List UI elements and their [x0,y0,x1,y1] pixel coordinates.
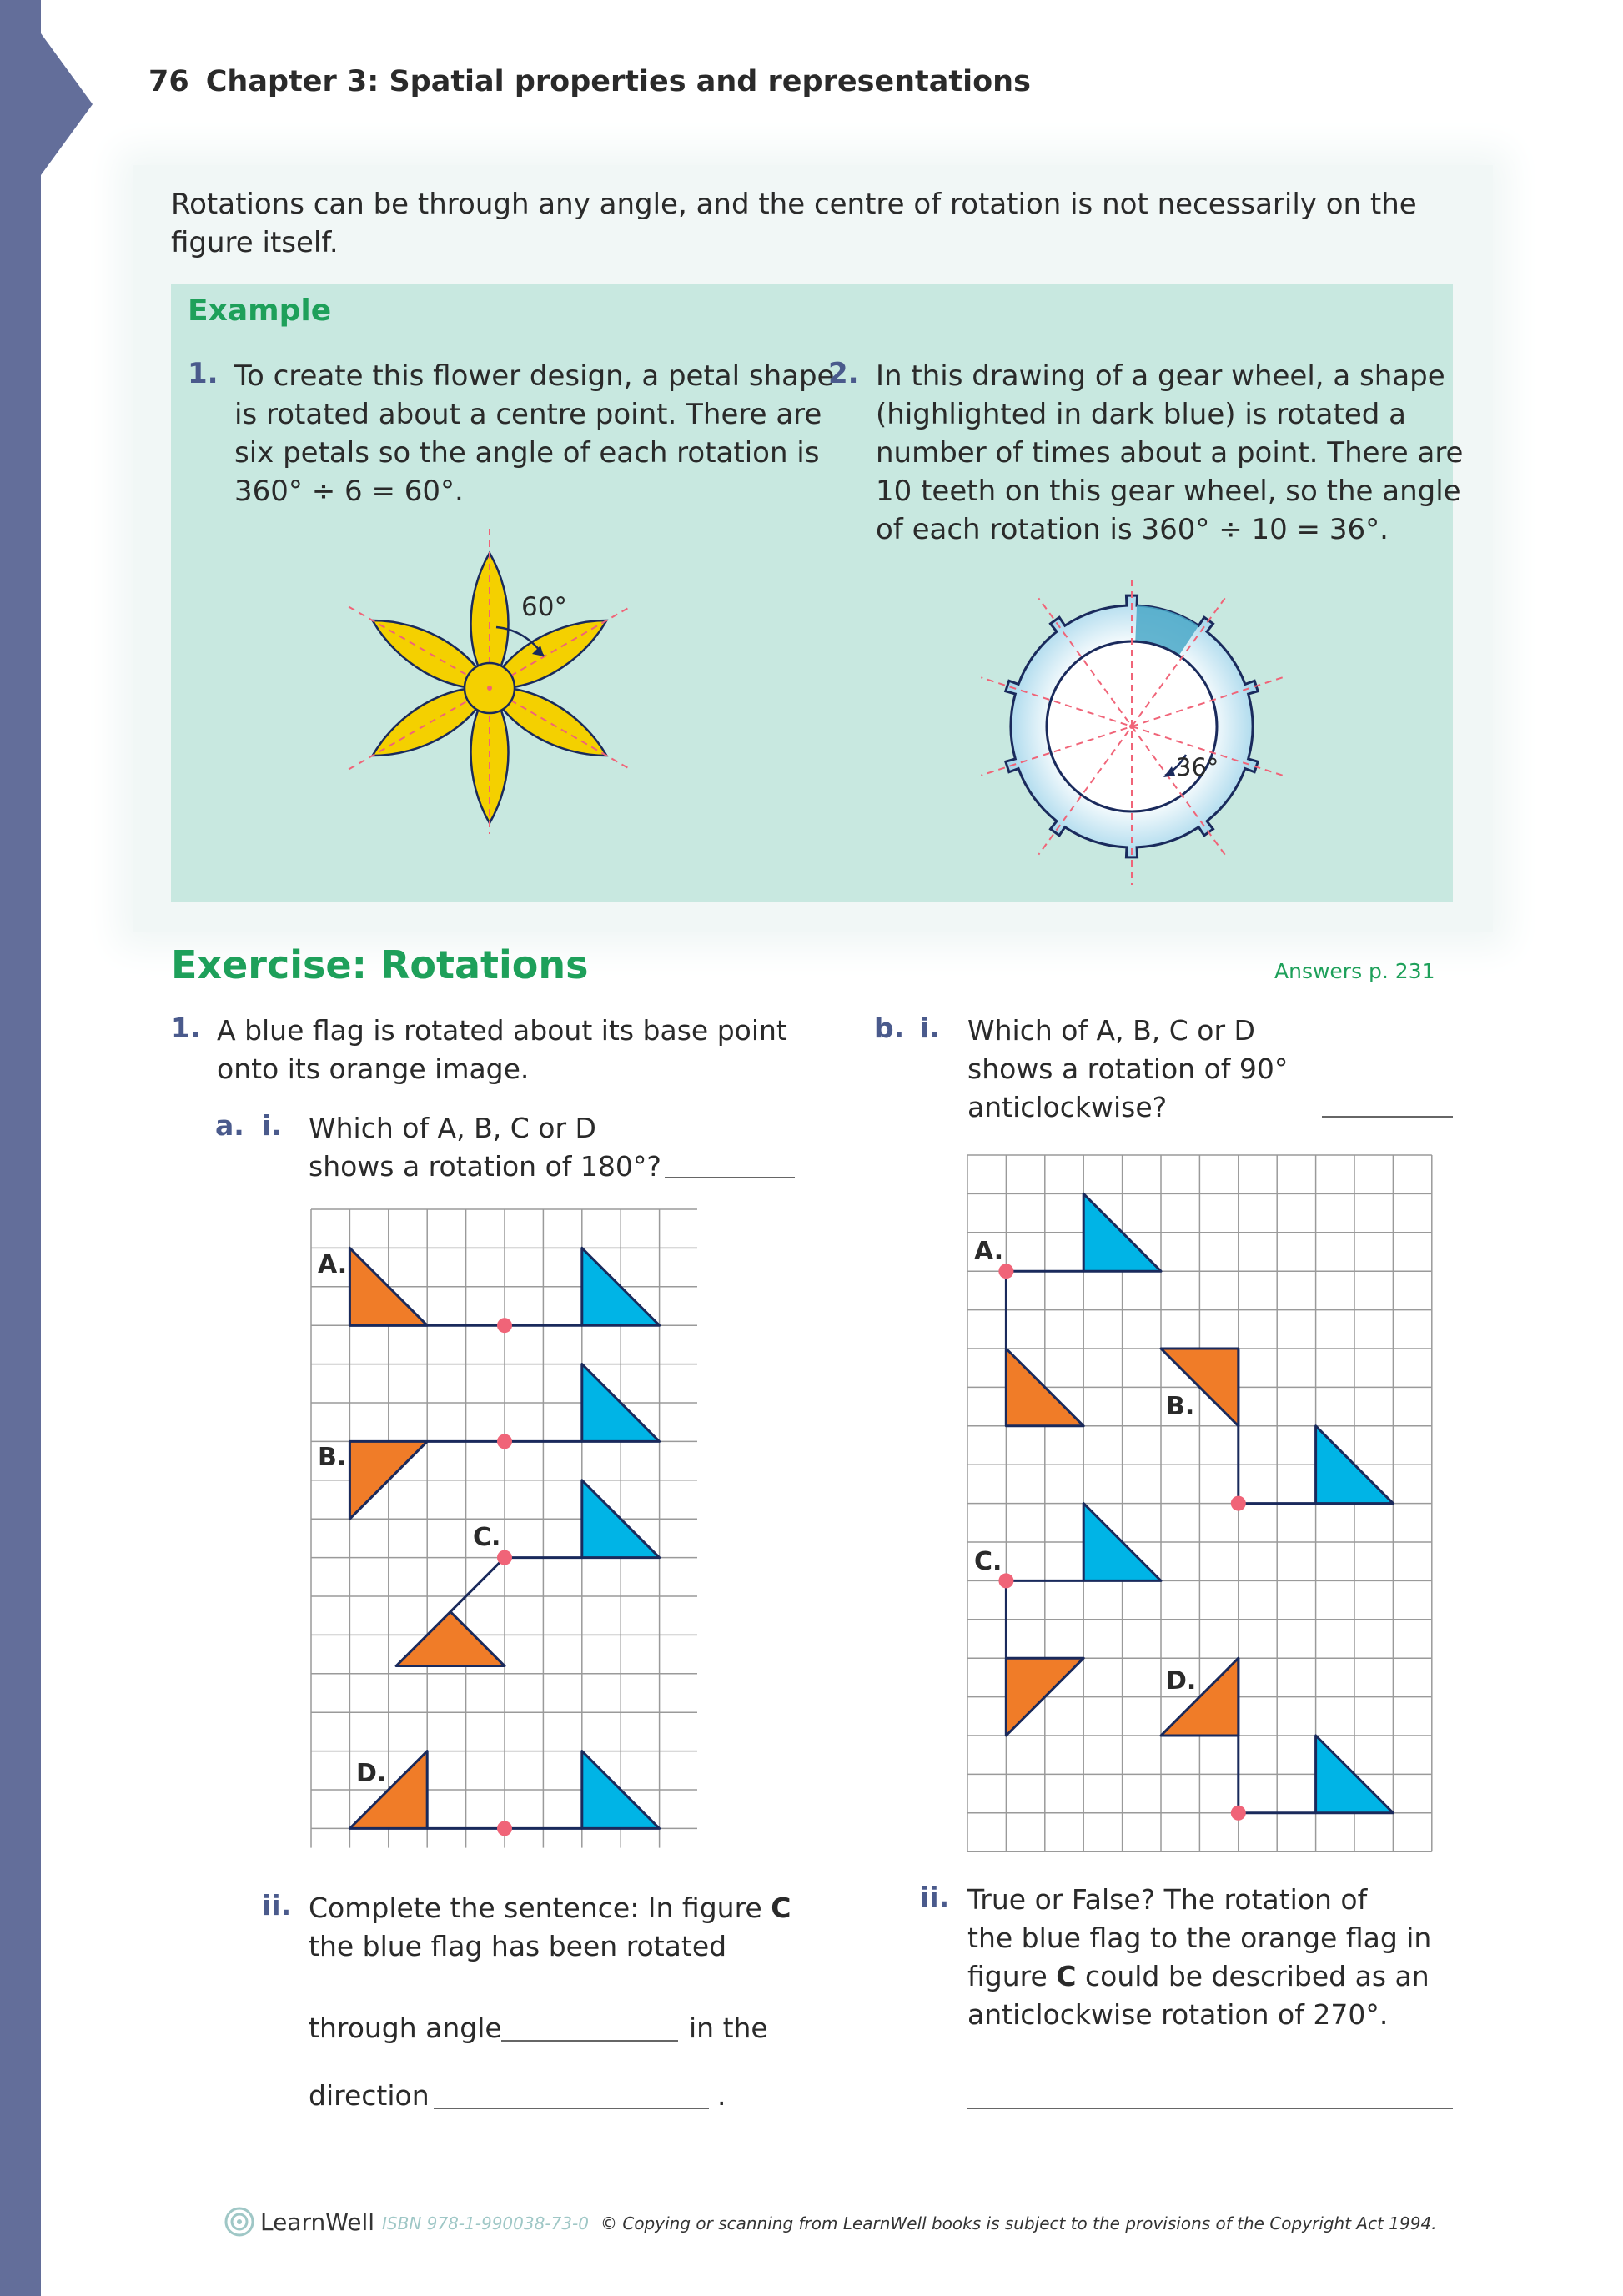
question-1-number: 1. [171,1012,201,1044]
part-b-label: b. [874,1012,905,1044]
answer-blank-b-i[interactable] [1322,1116,1453,1118]
example-item-1-line: To create this flower design, a petal shape [234,359,835,393]
footer-brand: LearnWell [260,2208,375,2236]
part-a-label: a. [215,1109,244,1142]
through-angle-text: through angle [309,2012,502,2044]
page-header [148,65,1031,98]
example-item-2-line: number of times about a point. There are [876,436,1464,470]
orange-flag [396,1612,505,1666]
answer-blank-a-i[interactable] [665,1177,795,1178]
pivot-point [1231,1496,1246,1511]
example-title: Example [188,294,332,328]
figure-letter: C [771,1892,791,1924]
example-item-1-line: six petals so the angle of each rotation is [234,436,820,470]
footer-isbn: ISBN 978-1-990038-73-0 [382,2213,589,2233]
pivot-point [497,1821,512,1836]
grid-a-label-b: B. [318,1443,347,1472]
part-b-i-label: i. [920,1012,940,1044]
grid-a-label-d: D. [356,1759,387,1788]
pivot-point [497,1434,512,1449]
example-item-2-line: of each rotation is 360° ÷ 10 = 36°. [876,513,1389,546]
part-a-i-text [309,1109,661,1186]
part-a-ii-text [309,1889,791,1966]
flag-grid-b [966,1153,1433,1854]
example-item-1-line: 360° ÷ 6 = 60°. [234,475,464,508]
pivot-point [1231,1806,1246,1821]
part-a-ii-label: ii. [262,1889,292,1922]
side-tab [41,33,93,175]
intro-text: Rotations can be through any angle, and the centre of rotation is not necessarily on the figure itself. [171,188,1417,259]
flag-pole [450,1558,582,1612]
answer-blank-direction[interactable] [434,2108,709,2109]
example-item-1-number: 1. [188,357,219,390]
learnwell-logo-icon [224,2206,255,2238]
flower-angle-label: 60° [521,592,567,622]
example-item-2-number: 2. [828,357,859,390]
part-a-i-line: Which of A, B, C or D [309,1112,596,1144]
part-b-ii-label: ii. [920,1881,950,1913]
flower-centre-point [487,686,492,691]
grid-a-label-a: A. [318,1250,348,1279]
flower-diagram [334,517,642,834]
part-b-ii-line: anticlockwise rotation of 270°. [967,1998,1389,2031]
direction-text: direction [309,2079,430,2112]
part-a-ii-line: Complete the sentence: In figure [309,1892,771,1924]
part-b-i-line: anticlockwise? [967,1091,1168,1123]
chapter-title: Chapter 3: Spatial properties and representations [205,65,1031,98]
answers-reference: Answers p. 231 [1274,959,1435,983]
in-the-text: in the [689,2012,768,2044]
part-a-ii-line: the blue flag has been rotated [309,1930,727,1962]
part-a-i-label: i. [262,1109,282,1142]
figure-letter: C [1056,1960,1077,1992]
answer-blank-b-ii[interactable] [967,2108,1453,2109]
answer-blank-angle[interactable] [501,2040,678,2042]
question-1-text [217,1012,787,1088]
grid-b-label-a: A. [974,1237,1004,1266]
grid-b-label-b: B. [1166,1392,1195,1421]
gear-angle-label: 36° [1176,753,1219,781]
part-a-i-line: shows a rotation of 180°? [309,1150,661,1183]
grid-b-label-c: C. [974,1547,1002,1576]
period-text: . [717,2079,726,2112]
part-b-ii-line: could be described as an [1076,1960,1430,1992]
exercise-title: Exercise: Rotations [171,942,589,987]
part-b-ii-text [967,1881,1431,2034]
side-bar [0,0,41,2296]
part-b-ii-line: figure [967,1960,1057,1992]
part-b-i-text [967,1012,1288,1127]
part-b-ii-line: True or False? The rotation of [967,1883,1368,1916]
pivot-point [497,1550,512,1565]
question-1-line: onto its orange image. [217,1053,530,1085]
example-item-1-text [234,357,834,510]
gear-diagram [976,575,1293,892]
example-item-1-line: is rotated about a centre point. There are [234,398,822,431]
gear-centre-point [1129,724,1134,729]
example-item-2-text [876,357,1463,549]
footer-copyright: © Copying or scanning from LearnWell books is subject to the provisions of the Copyright Act 1994. [600,2213,1437,2233]
question-1-line: A blue flag is rotated about its base point [217,1014,787,1047]
part-b-i-line: shows a rotation of 90° [967,1053,1289,1085]
example-item-2-line: In this drawing of a gear wheel, a shape [876,359,1445,393]
page-number: 76 [148,65,189,98]
grid-b-flags [998,1193,1393,1820]
grid-b-label-d: D. [1166,1666,1197,1696]
part-b-i-line: Which of A, B, C or D [967,1014,1255,1047]
part-b-ii-line: the blue flag to the orange flag in [967,1922,1432,1954]
pivot-point [497,1318,512,1333]
example-item-2-line: (highlighted in dark blue) is rotated a [876,398,1406,431]
example-item-2-line: 10 teeth on this gear wheel, so the angle [876,475,1461,508]
grid-a-label-c: C. [473,1523,501,1552]
flag-grid-a [309,1207,697,1866]
